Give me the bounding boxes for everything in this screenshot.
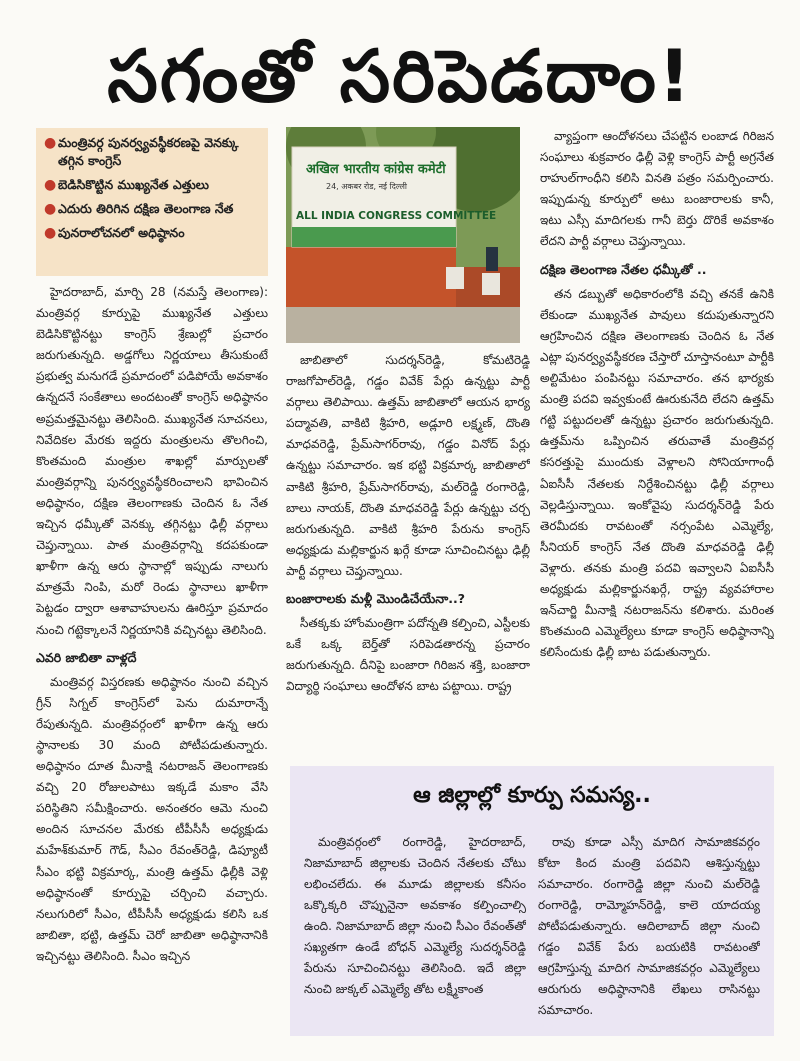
highlight-item <box>44 176 262 194</box>
highlight-text: ఎదురు తిరిగిన దక్షిణ తెలంగాణ నేత <box>58 201 234 216</box>
district-sidebox <box>290 766 774 1036</box>
sidebox-text: మంత్రివర్గంలో రంగారెడ్డి, హైదరాబాద్, నిజామాబాద్ జిల్లాలకు చెందిన నేతలకు చోటు లభించలేదు. ఈ మూడు జిల్లాలకు కనీసం ఒక్కొక్కరి చొప్పునైనా అవకాశం కల్పించాల్సి ఉంది. నిజామాబాద్ జిల్లా నుంచి సీఎం రేవంత్‌తో సఖ్యతగా ఉండే బోధన్ ఎమ్మెల్యే సుదర్శన్‌రెడ్డి పేరును సూచించినట్టు తెలిసింది. ఇదే జిల్లా నుంచి జుక్కల్ ఎమ్మెల్యే తోట లక్ష్మీకాంత <box>304 835 526 996</box>
banner-english: ALL INDIA CONGRESS COMMITTEE <box>296 210 497 222</box>
bullet-icon: ● <box>44 177 57 193</box>
highlight-item <box>44 134 262 170</box>
article-intro: హైదరాబాద్, మార్చి 28 (నమస్తే తెలంగాణ): మంత్రివర్గ కూర్పుపై ముఖ్యనేత ఎత్తులు బెడిసికొట్టినట్టు కాంగ్రెస్ శ్రేణుల్లో ప్రచారం జరుగుతున్నది. అడ్డగోలు నిర్ణయాలు తీసుకుంటే ప్రభుత్వ మనుగడే ప్రమాదంలో పడిపోయే అవకాశం ఉన్నదనే సంకేతాలు అందటంతో కాంగ్రెస్ అధిష్ఠానం అప్రమత్తమైనట్టు తెలిసింది. ముఖ్యనేత సూచనలు, నివేదికల మేరకు ఇద్దరు మంత్రులను తొలగించి, కొంతమంది మంత్రుల శాఖల్లో మార్పులతో మంత్రివర్గాన్ని పునర్వ్యవస్థీకరించాలని భావించిన అధిష్ఠానం, దక్షిణ తెలంగాణకు చెందిన ఓ నేత ఇచ్చిన ధమ్కీతో వెనక్కు తగ్గినట్టు ఢిల్లీ వర్గాలు చెప్తున్నాయి. పాత మంత్రివర్గాన్ని కదపకుండా ఖాళీగా ఉన్న ఆరు స్థానాల్లో ఇప్పుడు నాలుగు మాత్రమే నింపి, మరో రెండు స్థానాలు ఖాళీగా పెట్టడం ద్వారా ఆశావాహులను ఊరిస్తూ ప్రమాదం నుంచి గట్టెక్కాలనే నిర్ణయానికి వచ్చినట్టు తెలిసింది. <box>36 285 268 637</box>
article-body: మంత్రివర్గ విస్తరణకు అధిష్ఠానం నుంచి వచ్చిన గ్రీన్ సిగ్నల్ కాంగ్రెస్‌లో పెను దుమారాన్నే రేపుతున్నది. మంత్రివర్గంలో ఖాళీగా ఉన్న ఆరు స్థానాలకు 30 మంది పోటీపడుతున్నారు. అధిష్ఠానం దూత మీనాక్షి నటరాజన్ తెలంగాణకు వచ్చి 20 రోజులపాటు ఇక్కడే మకాం వేసి పరిస్థితిని సమీక్షించారు. అనంతరం ఆమె నుంచి అందిన సూచనల మేరకు టీపీసీసీ అధ్యక్షుడు మహేశ్‌కుమార్ గౌడ్, సీఎం రేవంత్‌రెడ్డి, డిప్యూటీ సీఎం భట్టి విక్రమార్క, మంత్రి ఉత్తమ్ ఢిల్లీకి వెళ్లి అధిష్ఠానంతో కూర్పుపై చర్చించి వచ్చారు. నలుగురిలో సీఎం, టీపీసీసీ అధ్యక్షుడు కలిసి ఒక జాబితా, భట్టి, ఉత్తమ్ చెరో జాబితా అధిష్ఠానానికి ఇచ్చినట్టు తెలిసింది. సీఎం ఇచ్చిన <box>36 674 268 963</box>
article-column-2 <box>286 350 530 750</box>
sidebox-text: రావు కూడా ఎస్సీ మాదిగ సామాజికవర్గం కోటా కింద మంత్రి పదవిని ఆశిస్తున్నట్టు సమాచారం. రంగారెడ్డి జిల్లా నుంచి మల్‌రెడ్డి రంగారెడ్డి, రామ్మోహన్‌రెడ్డి, కాలె యాదయ్య పోటీపడుతున్నారు. ఆదిలాబాద్ జిల్లా నుంచి గడ్డం వివేక్ పేరు బయటికి రావటంతో ఆగ్రహిస్తున్న మాదిగ సామాజికవర్గం ఎమ్మెల్యేలు ఆరుగురు అధిష్ఠానానికి లేఖలు రాసినట్టు సమాచారం. <box>538 835 760 1017</box>
sidebox-title: ఆ జిల్లాల్లో కూర్పు సమస్య.. <box>413 783 651 808</box>
article-paragraph: తన డబ్బుతో అధికారంలోకి వచ్చి తనకే ఉనికి లేకుండా ముఖ్యనేత పావులు కదుపుతున్నారని ఆగ్రహించిన దక్షిణ తెలంగాణకు చెందిన ఓ నేత ఎట్లా పునర్వ్యవస్థీకరణ చేస్తారో చూస్తానంటూ పార్టీకి అల్టిమేటం పంపినట్టు సమాచారం. తన భార్యకు మంత్రి పదవి ఇవ్వకుంటే ఊరుకునేది లేదని ఉత్తమ్ గట్టి పట్టుదలతో ఉన్నట్టు ప్రచారం జరుగుతున్నది. ఉత్తమ్‌ను ఒప్పించిన తరువాతే మంత్రివర్గ కసరత్తుపై ముందుకు వెళ్లాలని సోనియాగాంధీ ఏఐసీసీ నేతలకు నిర్దేశించినట్టు ఢిల్లీ వర్గాలు వెల్లడిస్తున్నాయి. ఇంకోవైపు సుదర్శన్‌రెడ్డి పేరు తెరమీదకు రావటంతో నర్సంపేట ఎమ్మెల్యే, సీనియర్ కాంగ్రెస్ నేత దొంతి మాధవరెడ్డి ఢిల్లీ వెళ్లారు. తనకు మంత్రి పదవి ఇవ్వాలని ఏఐసీసీ అధ్యక్షుడు మల్లికార్జునఖర్గే, రాష్ట్ర వ్యవహారాల ఇన్‌చార్జి మీనాక్షి నటరాజన్‌ను కలిశారు. మరింత కొంతమంది ఎమ్మెల్యేలు కూడా కాంగ్రెస్ అధిష్ఠానాన్ని కలిసేందుకు ఢిల్లీ బాట పడుతున్నారు. <box>540 286 774 660</box>
highlight-text: బెడిసికొట్టిన ముఖ్యనేత ఎత్తులు <box>58 177 209 192</box>
bullet-icon: ● <box>44 135 57 151</box>
sidebox-column-1 <box>304 832 526 1032</box>
article-column-3 <box>540 126 774 756</box>
bullet-icon: ● <box>44 201 57 217</box>
congress-office-photo <box>286 127 520 343</box>
article-paragraph: సీతక్కకు హోంమంత్రిగా పదోన్నతి కల్పించి, ఎస్టీలకు ఒకే ఒక్క బెర్త్‌తో సరిపెడతారన్న ప్రచారం జరుగుతున్నది. దీనిపై బంజారా గిరిజన శక్తి, బంజారా విద్యార్థి సంఘాలు ఆందోళన బాట పట్టాయి. రాష్ట్ర <box>286 616 530 694</box>
headline: సగంతో సరిపెడదాం! <box>107 34 693 118</box>
photo-illustration <box>286 127 520 343</box>
highlight-text: మంత్రివర్గ పునర్వ్యవస్థీకరణపై వెనక్కు తగ్గిన కాంగ్రెస్ <box>58 135 239 168</box>
highlight-item <box>44 224 262 242</box>
sidebox-column-2 <box>538 832 760 1032</box>
highlight-text: పునరాలోచనలో అధిష్ఠానం <box>58 225 185 240</box>
banner-hindi: अखिल भारतीय कांग्रेस कमेटी <box>306 162 446 177</box>
banner-address: 24, अकबर रोड, नई दिल्ली <box>326 182 407 191</box>
article-paragraph: జాబితాలో సుదర్శన్‌రెడ్డి, కోమటిరెడ్డి రాజగోపాల్‌రెడ్డి, గడ్డం వివేక్ పేర్లు ఉన్నట్టు పార్టీ వర్గాలు తెలిపాయి. ఉత్తమ్ జాబితాలో ఆయన భార్య పద్మావతి, వాకిటి శ్రీహరి, అడ్లూరి లక్ష్మణ్, దొంతి మాధవరెడ్డి, ప్రేమ్‌సాగర్‌రావు, గడ్డం వినోద్ పేర్లు ఉన్నట్టు సమాచారం. ఇక భట్టి విక్రమార్క జాబితాలో వాకిటి శ్రీహరి, ప్రేమ్‌సాగర్‌రావు, మల్‌రెడ్డి రంగారెడ్డి, బాలు నాయక్, దొంతి మాధవరెడ్డి పేర్లు ఉన్నట్టు చర్చ జరుగుతున్నది. వాకిటి శ్రీహరి పేరును కాంగ్రెస్ అధ్యక్షుడు మల్లికార్జున ఖర్గే కూడా సూచించినట్టు ఢిల్లీ పార్టీ వర్గాలు చెప్తున్నాయి. <box>286 353 530 578</box>
article-paragraph: వ్యాప్తంగా ఆందోళనలు చేపట్టిన లంబాడ గిరిజన సంఘాలు శుక్రవారం ఢిల్లీ వెళ్లి కాంగ్రెస్ పార్టీ అగ్రనేత రాహుల్‌గాంధీని కలిసి వినతి పత్రం సమర్పించారు. ఇప్పుడున్న కూర్పులో అటు బంజారాలకు కానీ, ఇటు ఎస్సీ మాదిగలకు గానీ బెర్తు దొరికే అవకాశం లేదని పార్టీ వర్గాలు చెప్తున్నాయి. <box>540 129 774 249</box>
article-column-1 <box>36 282 268 1054</box>
subheading-south-telangana: దక్షిణ తెలంగాణ నేతల ధమ్కీతో .. <box>540 261 707 277</box>
highlights-box <box>36 128 268 276</box>
subheading-banjara: బంజారాలకు మళ్లీ మొండిచేయేనా..? <box>286 591 466 607</box>
highlight-item <box>44 200 262 218</box>
bullet-icon: ● <box>44 225 57 241</box>
subheading-lists: ఎవరి జాబితా వాళ్లదే <box>36 649 137 665</box>
